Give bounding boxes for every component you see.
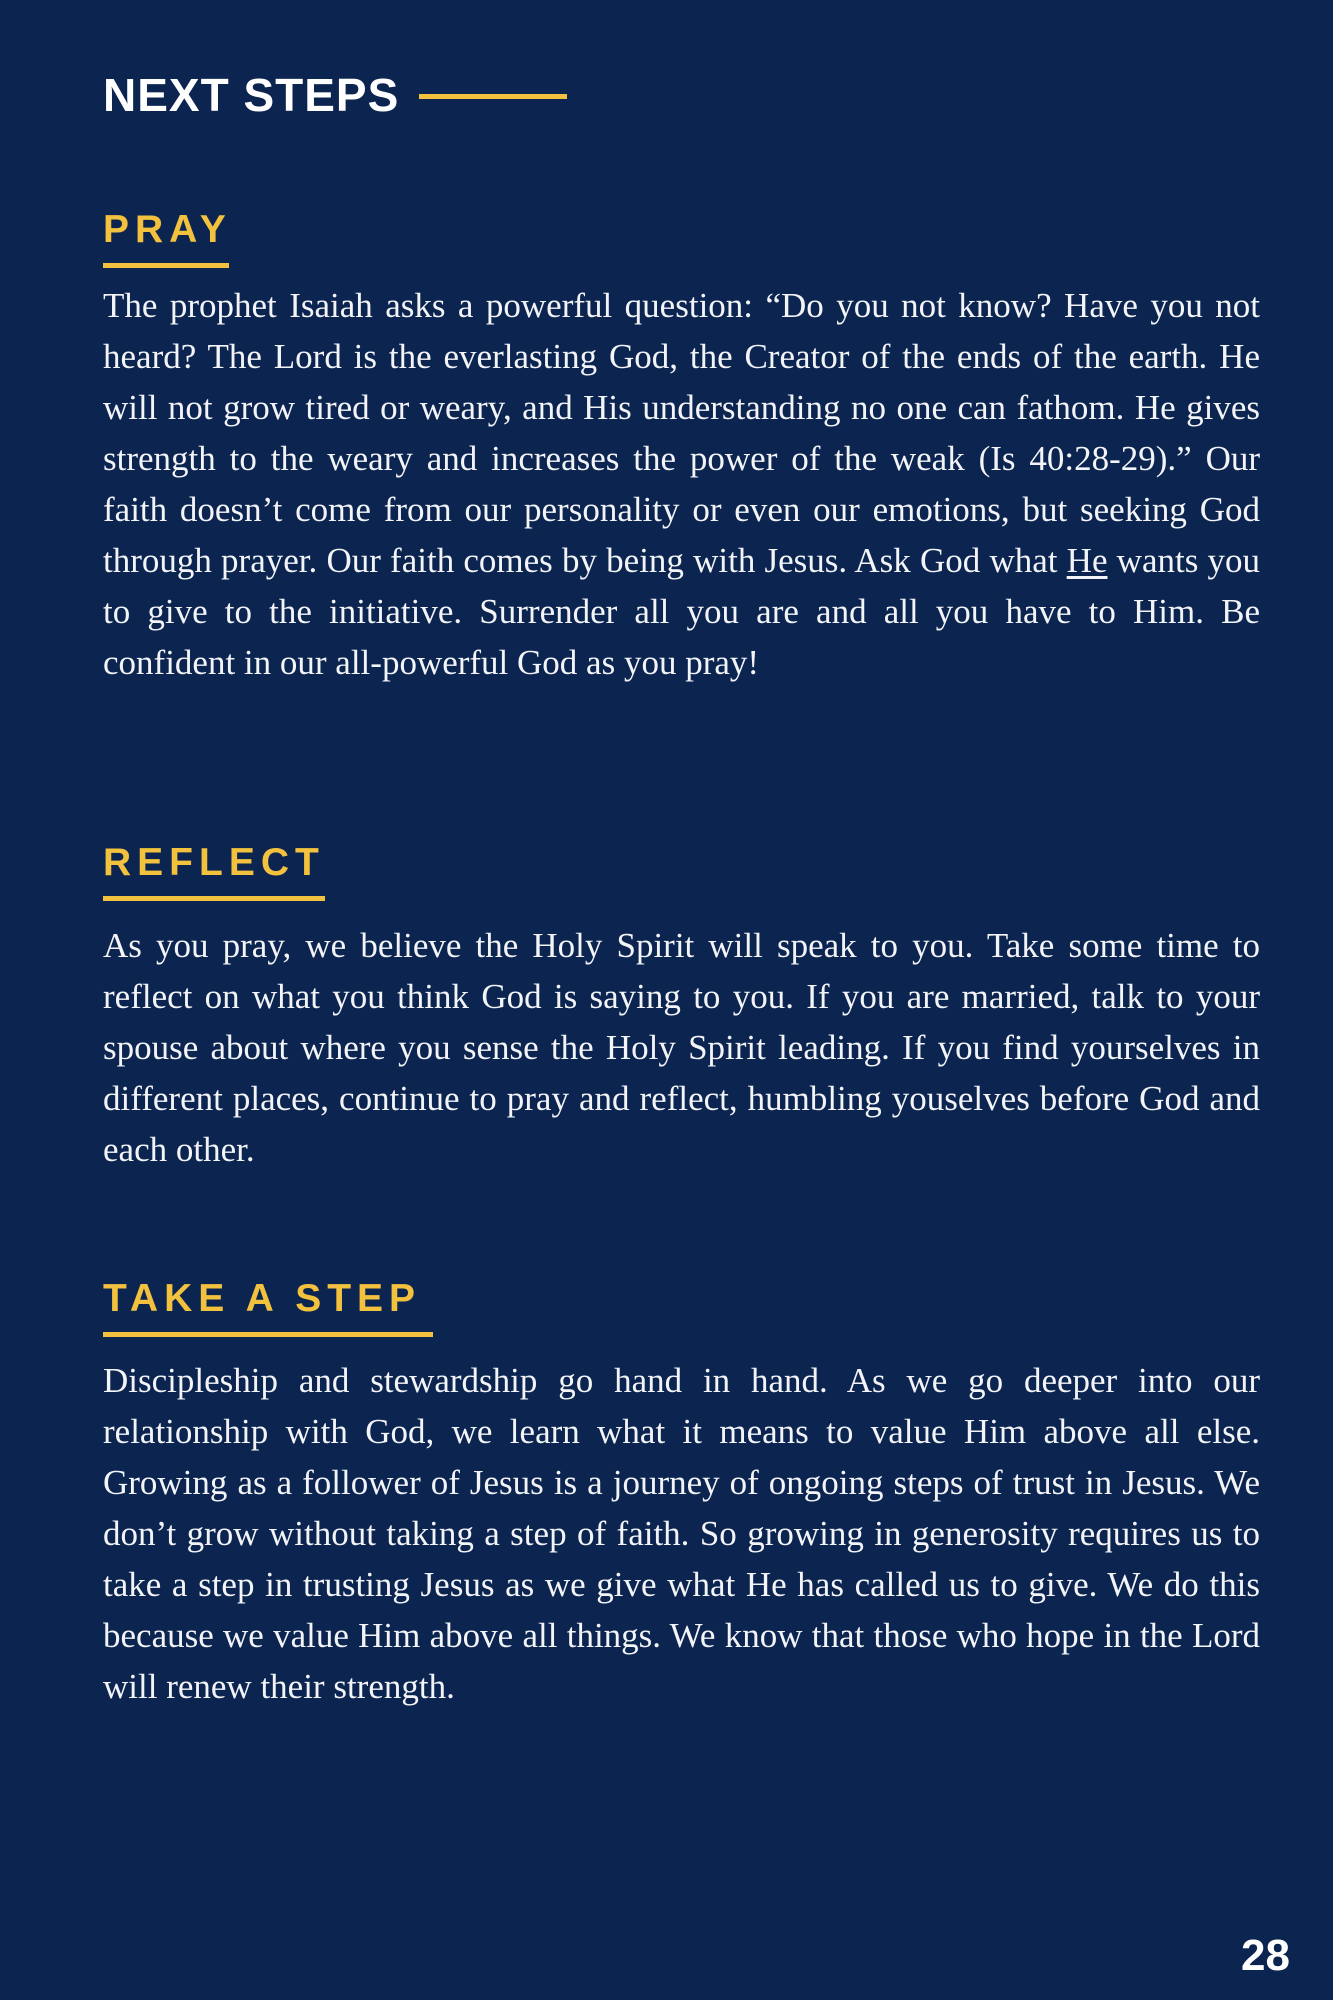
page-number: 28 — [1241, 1931, 1290, 1980]
page-title — [103, 69, 567, 121]
section-body-pray — [103, 280, 1260, 688]
title-rule-divider — [419, 94, 567, 99]
pray-text-part-2: wants you to give to the initiative. Surrender all you are and all you have to Him. Be confident in our all-powerful God as you pray! — [103, 541, 1261, 682]
page-title-text: NEXT STEPS — [103, 69, 400, 121]
section-body-take-a-step: Discipleship and stewardship go hand in hand. As we go deeper into our relationship with God, we learn what it means to value Him above all else. Growing as a follower of Jesus is a journey of ongoing steps of trust in Jesus. We don’t grow without taking a step of faith. So growing in generosity requires us to take a step in trusting Jesus as we give what He has called us to give. We do this because we value Him above all things. We know that those who hope in the Lord will renew their strength. — [103, 1361, 1260, 1706]
section-heading-pray: PRAY — [103, 210, 229, 268]
pray-underlined-word: He — [1066, 541, 1108, 580]
section-heading-take-a-step: TAKE A STEP — [103, 1279, 433, 1337]
section-heading-reflect: REFLECT — [103, 843, 325, 901]
pray-text-part-1: The prophet Isaiah asks a powerful question: “Do you not know? Have you not heard? The Lord is the everlasting God, the Creator of the ends of the earth. He will not grow tired or weary, and His understanding no one can fathom. He gives strength to the weary and increases the power of the weak (Is 40:28-29).” Our faith doesn’t come from our personality or even our emotions, but seeking God through prayer. Our faith comes by being with Jesus. Ask God what — [103, 286, 1260, 580]
section-body-reflect: As you pray, we believe the Holy Spirit will speak to you. Take some time to reflect on what you think God is saying to you. If you are married, talk to your spouse about where you sense the Holy Spirit leading. If you find yourselves in different places, continue to pray and reflect, humbling youselves before God and each other. — [103, 926, 1260, 1169]
